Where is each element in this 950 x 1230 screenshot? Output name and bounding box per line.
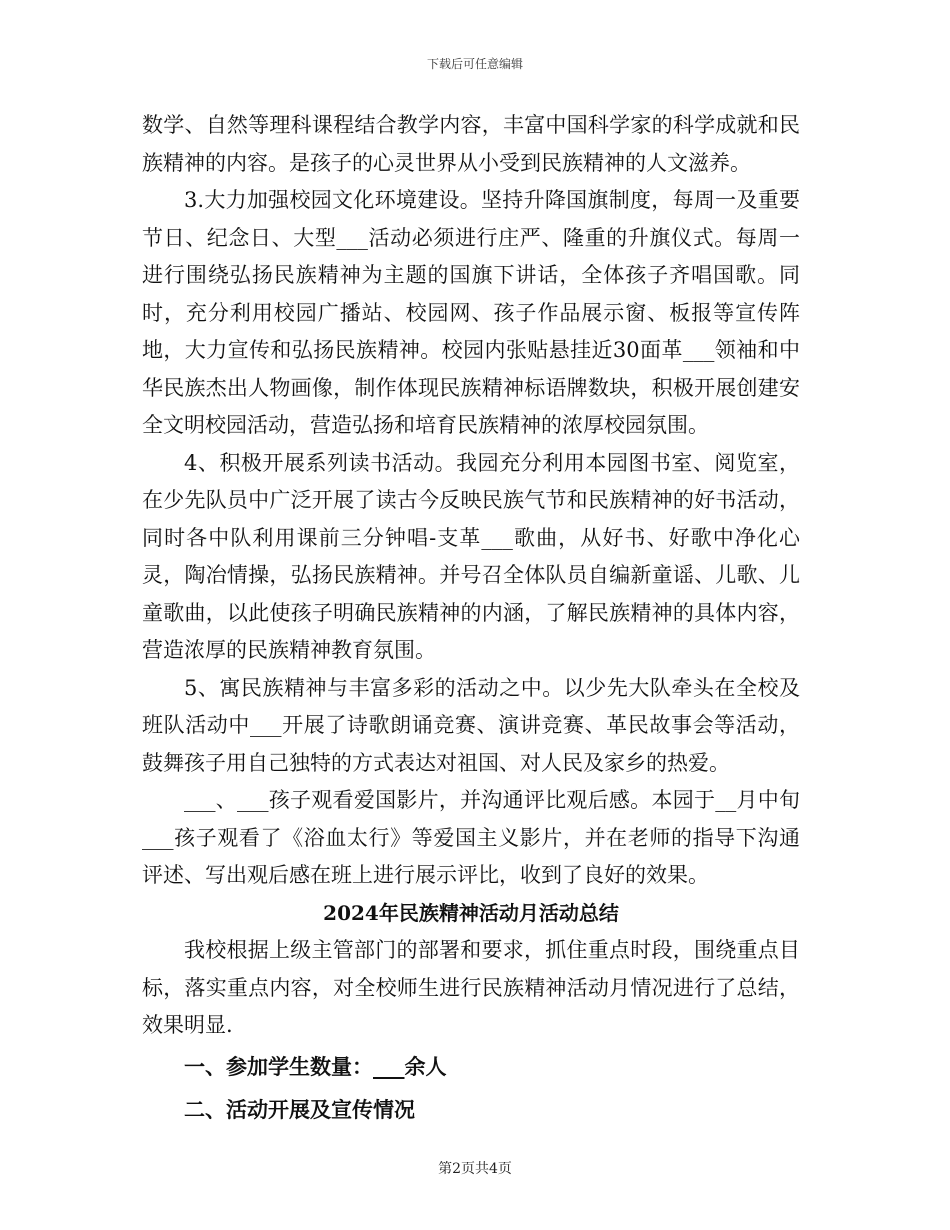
paragraph-item-4: 4、积极开展系列读书活动。我园充分利用本园图书室、阅览室，在少先队员中广泛开展了读古今反映民族气节和民族精神的好书活动，同时各中队利用课前三分钟唱-支革___歌曲，从好书、好歌中净化心灵，陶冶情操，弘扬民族精神。并号召全体队员自编新童谣、儿歌、儿童歌曲，以此使孩子明确民族精神的内涵，了解民族精神的具体内容，营造浓厚的民族精神教育氛围。	[142, 450, 800, 662]
paragraph-item-6: ___、___孩子观看爱国影片，并沟通评比观后感。本园于__月中旬___孩子观看了《浴血太行》等爱国主义影片，并在老师的指导下沟通评述、写出观后感在班上进行展示评比，收到了良好的效果。	[142, 788, 800, 887]
heading-participants: 一、参加学生数量：___余人	[184, 1053, 447, 1079]
paragraph-item-5: 5、寓民族精神与丰富多彩的活动之中。以少先大队牵头在全校及班队活动中___开展了诗歌朗诵竞赛、演讲竞赛、革民故事会等活动，鼓舞孩子用自己独特的方式表达对祖国、对人民及家乡的热爱。	[142, 675, 800, 775]
page-header: 下载后可任意编辑	[426, 57, 523, 71]
page-footer: 第2页共4页	[438, 1161, 512, 1177]
section-title: 2024年民族精神活动月活动总结	[323, 900, 619, 925]
document-body	[142, 107, 800, 1131]
paragraph-continuation: 数学、自然等理科课程结合教学内容，丰富中国科学家的科学成就和民族精神的内容。是孩子的心灵世界从小受到民族精神的人文滋养。	[142, 113, 800, 175]
heading-activities: 二、活动开展及宣传情况	[184, 1096, 415, 1122]
intro-paragraph: 我校根据上级主管部门的部署和要求，抓住重点时段，围绕重点目标，落实重点内容，对全校师生进行民族精神活动月情况进行了总结，效果明显.	[142, 938, 800, 1037]
paragraph-item-3: 3.大力加强校园文化环境建设。坚持升降国旗制度，每周一及重要节日、纪念日、大型___活动必须进行庄严、隆重的升旗仪式。每周一进行围绕弘扬民族精神为主题的国旗下讲话，全体孩子齐唱国歌。同时，充分利用校园广播站、校园网、孩子作品展示窗、板报等宣传阵地，大力宣传和弘扬民族精神。校园内张贴悬挂近30面革___领袖和中华民族杰出人物画像，制作体现民族精神标语牌数块，积极开展创建安全文明校园活动，营造弘扬和培育民族精神的浓厚校园氛围。	[142, 188, 800, 437]
